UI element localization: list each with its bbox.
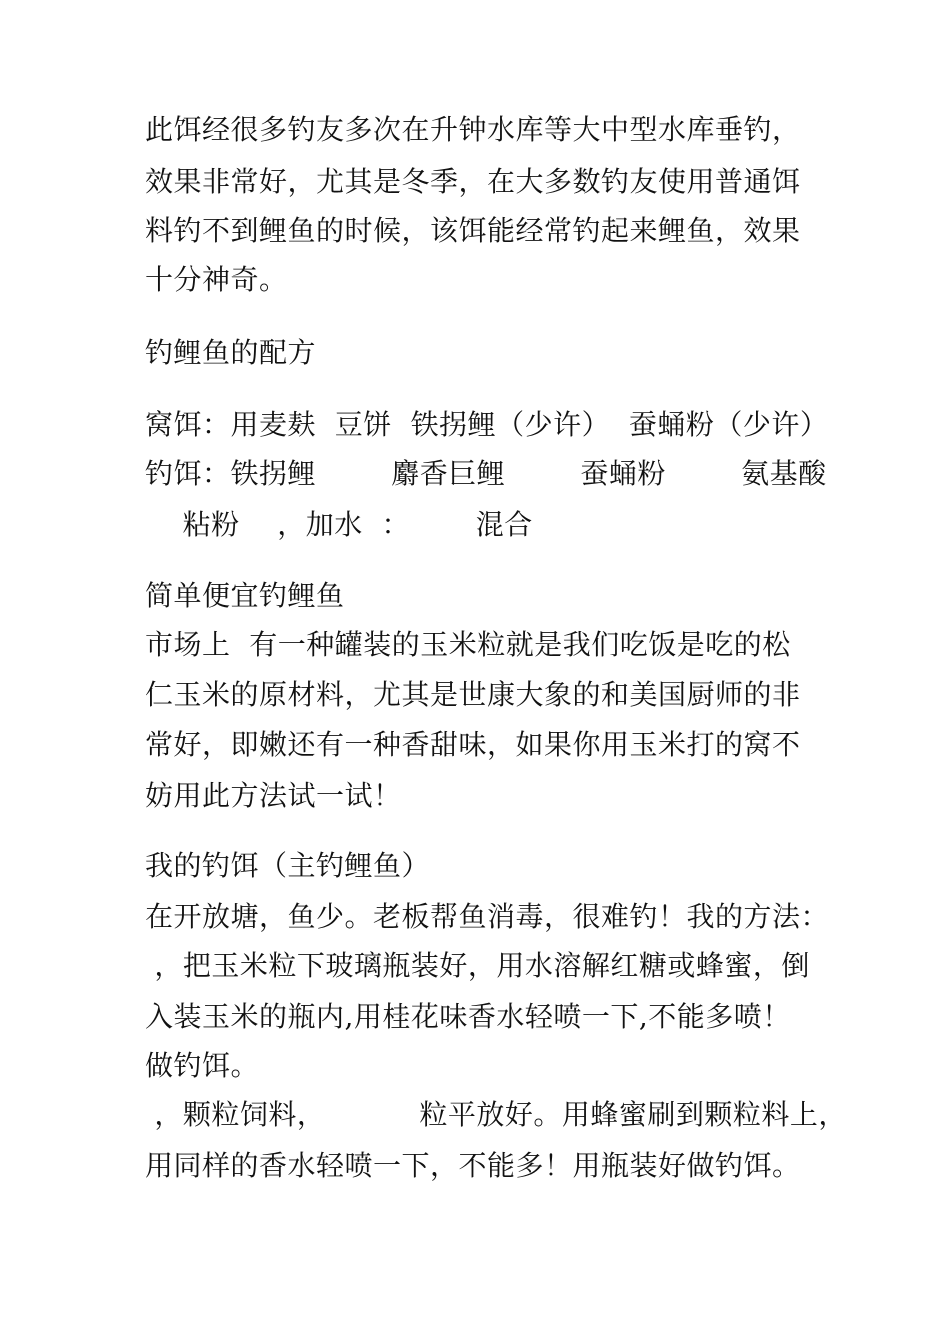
- my-line-5: ，颗粒饲料， 粒平放好。用蜂蜜刷到颗粒料上，: [145, 1098, 847, 1131]
- my-line-1: 在开放塘，鱼少。老板帮鱼消毒，很难钓！我的方法：: [145, 900, 830, 933]
- cheap-line-4: 妨用此方法试一试！: [145, 779, 402, 812]
- intro-line-1: 此饵经很多钓友多次在升钟水库等大中型水库垂钓，: [145, 113, 801, 146]
- my-line-2: ，把玉米粒下玻璃瓶装好，用水溶解红糖或蜂蜜，倒: [145, 949, 810, 982]
- intro-line-3: 料钓不到鲤鱼的时候，该饵能经常钓起来鲤鱼，效果: [145, 214, 801, 247]
- cheap-heading: 简单便宜钓鲤鱼: [145, 579, 345, 612]
- recipe-line-3: 粘粉 ，加水 ： 混合: [145, 508, 533, 541]
- recipe-line-1: 窝饵：用麦麸 豆饼 铁拐鲤（少许） 蚕蛹粉（少许）: [145, 408, 829, 441]
- my-line-4: 做钓饵。: [145, 1049, 260, 1082]
- intro-line-4: 十分神奇。: [145, 263, 288, 296]
- my-line-3: 入装玉米的瓶内,用桂花味香水轻喷一下,不能多喷！: [145, 1000, 791, 1033]
- recipe-line-2: 钓饵：铁拐鲤 麝香巨鲤 蚕蛹粉 氨基酸: [145, 457, 827, 490]
- cheap-line-3: 常好，即嫩还有一种香甜味，如果你用玉米打的窝不: [145, 728, 801, 761]
- my-heading: 我的钓饵（主钓鲤鱼）: [145, 849, 431, 882]
- cheap-line-1: 市场上 有一种罐装的玉米粒就是我们吃饭是吃的松: [145, 628, 791, 661]
- cheap-line-2: 仁玉米的原材料，尤其是世康大象的和美国厨师的非: [145, 678, 801, 711]
- recipe-heading: 钓鲤鱼的配方: [145, 336, 317, 369]
- my-line-6: 用同样的香水轻喷一下，不能多！用瓶装好做钓饵。: [145, 1149, 801, 1182]
- intro-line-2: 效果非常好，尤其是冬季，在大多数钓友使用普通饵: [145, 165, 801, 198]
